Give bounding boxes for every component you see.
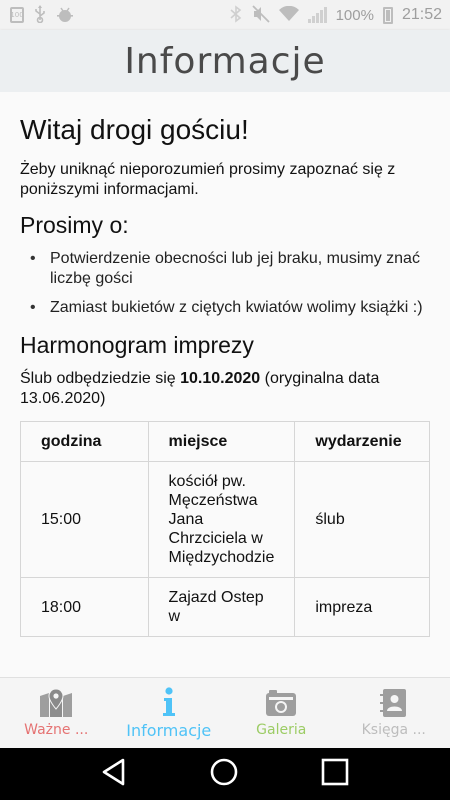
main-content[interactable] [0,92,450,677]
table-cell-time: 15:00 [21,462,149,578]
schedule-heading: Harmonogram imprezy [20,332,254,358]
table-cell-place: Zajazd Ostep w [148,578,295,637]
table-cell-place: kościół pw. Męczeństwa Jana Chrzciciela w Międzychodzie [148,462,295,578]
schedule-date: 10.10.2020 [180,370,261,387]
mute-icon [252,5,270,26]
table-header-row [21,422,430,462]
column-header-place: miejsce [148,422,295,462]
nav-label: Informacje [126,720,212,740]
nav-label: Księga ... [361,722,426,738]
intro-text: Żeby uniknąć nieporozumień prosimy zapoznać się z poniższymi informacjami. [20,161,396,198]
signal-icon [308,7,327,23]
system-navigation-bar [0,748,450,800]
home-icon[interactable] [209,757,239,791]
table-cell-event: impreza [295,578,430,637]
camera-icon [265,688,297,718]
status-bar-left [10,5,74,26]
recents-icon[interactable] [321,758,349,790]
nav-item-information[interactable] [113,678,226,748]
android-debug-icon [56,6,74,25]
notification-100-icon: 100 [10,7,24,23]
page-title: Informacje [124,40,326,82]
schedule-prefix: Ślub odbędziedzie się [20,370,181,387]
schedule-suffix: (oryginalna data 13.06.2020) [20,370,380,407]
status-bar-right [229,5,442,26]
bluetooth-icon [229,5,243,26]
clock: 21:52 [401,6,442,23]
bottom-navigation [0,677,450,748]
list-item: • Zamiast bukietów z ciętych kwiatów wolimy książki :) [30,298,430,318]
requests-list [20,249,430,318]
usb-icon [33,5,47,26]
info-icon [162,687,176,717]
back-icon[interactable] [101,758,127,790]
nav-item-important[interactable] [0,678,113,748]
table-cell-time: 18:00 [21,578,149,637]
column-header-time: godzina [21,422,149,462]
schedule-table [20,421,430,637]
app-header [0,30,450,92]
nav-item-gallery[interactable] [225,678,338,748]
wifi-icon [279,6,299,25]
contact-book-icon [380,688,408,718]
status-bar [0,0,450,30]
map-marker-icon [38,688,74,718]
nav-label: Galeria [256,722,307,738]
table-cell-event: ślub [295,462,430,578]
nav-label: Ważne ... [24,722,89,738]
list-item: • Potwierdzenie obecności lub jej braku, musimy znać liczbę gości [30,249,430,289]
nav-item-guestbook[interactable] [338,678,450,748]
table-row [21,462,430,578]
column-header-event: wydarzenie [295,422,430,462]
welcome-heading: Witaj drogi gościu! [20,114,249,145]
schedule-info [20,369,430,409]
battery-icon [383,7,393,24]
requests-heading: Prosimy o: [20,212,129,238]
table-row [21,578,430,637]
battery-percentage: 100% [335,6,374,24]
